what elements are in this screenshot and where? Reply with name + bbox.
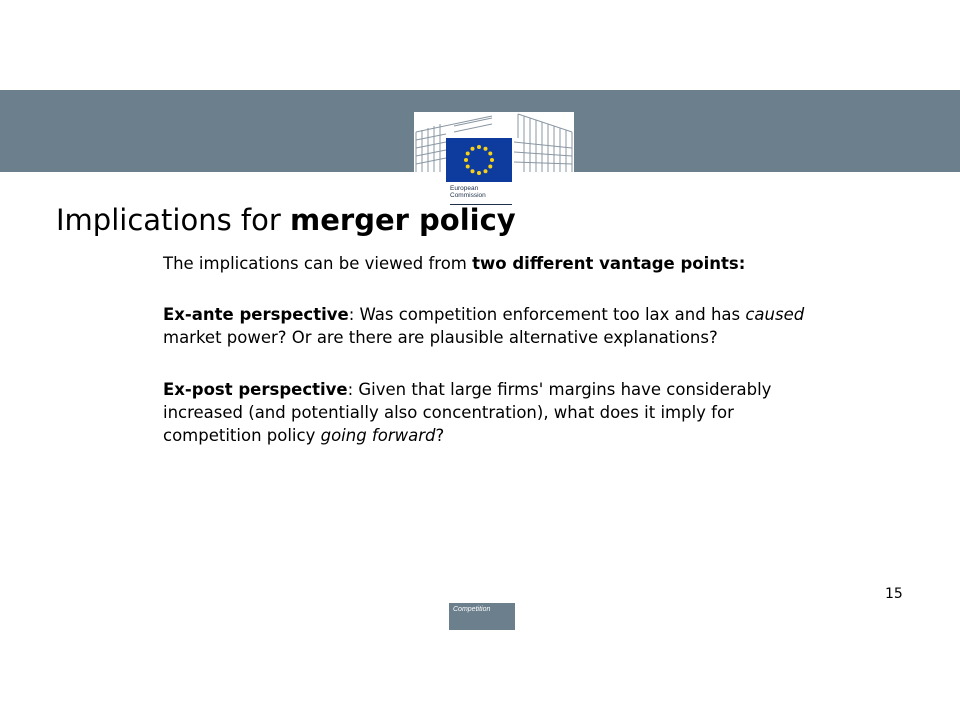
page-number: 15 — [885, 586, 903, 602]
intro-text: The implications can be viewed from — [163, 254, 473, 273]
intro-paragraph — [163, 252, 823, 275]
title-bold: merger policy — [290, 203, 516, 237]
intro-bold: two different vantage points: — [472, 254, 746, 273]
eu-flag-icon — [446, 138, 512, 182]
title-regular: Implications for — [56, 203, 291, 237]
competition-badge — [449, 603, 515, 630]
ex-post-italic: going forward — [320, 426, 436, 445]
logo-line-1: European — [450, 185, 479, 192]
ex-ante-label: Ex-ante perspective — [163, 305, 349, 324]
logo-text — [450, 185, 486, 199]
ex-ante-text-1: : Was competition enforcement too lax and has — [348, 305, 746, 324]
ex-ante-text-2: market power? Or are there are plausible alternative explanations? — [163, 328, 718, 347]
slide-body — [163, 252, 823, 447]
ex-post-label: Ex-post perspective — [163, 380, 348, 399]
ex-post-paragraph — [163, 378, 823, 447]
ex-post-text-1: : Given that large firms' margins have considerably increased (and potentially also concentration), what does it imply for competition policy — [163, 380, 772, 445]
competition-badge-label: Competition — [453, 606, 491, 613]
european-commission-logo — [414, 112, 574, 199]
eu-stars-icon — [446, 138, 512, 182]
ex-post-text-2: ? — [435, 426, 445, 445]
logo-line-2: Commission — [450, 192, 486, 199]
ex-ante-italic: caused — [745, 305, 805, 324]
ex-ante-paragraph — [163, 303, 823, 349]
slide-title — [56, 200, 516, 240]
